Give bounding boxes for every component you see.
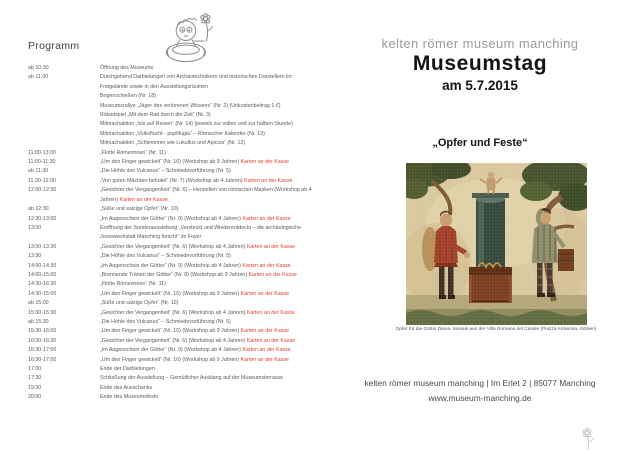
schedule-time: 11:30-12:00 [28, 177, 56, 184]
schedule-entry-text: Ende der Darbietungen [100, 366, 155, 372]
schedule-entry-text: „Gesichter der Vergangenheit“ (Nr. 6) (Workshop ab 4 Jahren) Karten an der Kasse [100, 309, 296, 316]
footer [320, 378, 640, 406]
schedule-row [28, 177, 312, 186]
schedule-time: 19:30 [28, 384, 42, 391]
schedule-time [28, 92, 100, 101]
schedule-time: 14:30-15:00 [28, 290, 57, 297]
schedule-row [28, 149, 312, 158]
schedule-row [28, 271, 312, 280]
schedule-time [28, 139, 100, 148]
schedule-row [28, 346, 312, 355]
schedule-entry-text: Eröffnung der Sonderausstellung „Versteckt und Wiederentdeckt – die archäologische Juniorwerkstatt Manching forscht“ im Foyer [100, 224, 302, 241]
schedule-row [28, 130, 312, 139]
schedule-time: 15:00-15:30 [28, 309, 57, 316]
schedule-entry-text: Mitmachaktion „Schlemmen wie Lukullus und Apicius“ (Nr. 12) [100, 140, 246, 147]
event-motto: „Opfer und Feste“ [432, 137, 528, 149]
ticket-note: Karten an der Kasse [240, 215, 291, 222]
schedule-entry-text: „Flotte Römerinnen“ (Nr. 11) [100, 281, 166, 288]
schedule-time: 12:30-13:00 [28, 215, 57, 222]
schedule-entry-text: Mitmachaktion „Volksflucht - puplifugia“ – Römischer Kalender (Nr. 13) [100, 130, 265, 137]
ticket-note: Karten an der Kasse [245, 309, 296, 316]
schedule-row [28, 158, 312, 167]
schedule-row [28, 167, 312, 176]
schedule-row [28, 92, 312, 101]
schedule-time: 15:30-16:00 [28, 328, 57, 335]
footer-website-link[interactable]: www.museum-manching.de [428, 393, 532, 403]
schedule-entry-text: „Brennende Tränen der Götter“ (Nr. 8) (Workshop ab 9 Jahren) Karten an der Kasse [100, 271, 297, 278]
schedule-row [28, 290, 312, 299]
schedule-row [28, 299, 312, 308]
page-title: Museumstag [412, 52, 548, 75]
schedule-row [28, 384, 312, 393]
schedule-time: ab 10:30 [28, 65, 49, 71]
schedule-row [28, 356, 312, 365]
schedule-row [28, 111, 312, 120]
schedule-time: ab 15:30 [28, 318, 49, 325]
schedule-time: 13:00 [28, 224, 42, 231]
footer-address: kelten römer museum manching | Im Erlet 2 | 85077 Manching [364, 378, 596, 388]
schedule-entry-text: Öffnung des Museums [100, 65, 154, 71]
schedule-entry-text: „Im Augenschein der Götter“ (Nr. 9) (Workshop ab 4 Jahren) Karten an der Kasse [100, 215, 291, 222]
schedule-time [28, 102, 100, 111]
ticket-note: Karten an der Kasse [239, 328, 289, 335]
schedule-time: 14:30-16:30 [28, 281, 57, 288]
image-caption: Opfer für die Göttin Diana. Mosaik aus der Villa Romana del Casale (Piazza Armerina, Sizilien) [395, 327, 597, 332]
schedule-row [28, 280, 312, 289]
schedule-row [28, 215, 312, 224]
ticket-note: Karten an der Kasse [245, 337, 296, 344]
schedule-row [28, 262, 312, 271]
schedule-entry-text: „Um den Finger gewickelt“ (Nr. 15) (Workshop ab 9 Jahren) Karten an der Kasse [100, 328, 289, 335]
schedule-entry-text: „Die Höhle des Vulcanus“ – Schmiedevorführung (Nr. 5) [100, 253, 231, 260]
schedule-entry-text: „Von guten Mächten behütet“ (Nr. 7) (Workshop ab 4 Jahren) Karten an der Kasse [100, 177, 293, 184]
ticket-note: Karten an der Kasse [240, 347, 291, 354]
mascot-illustration [153, 13, 225, 67]
schedule-time: ab 15:00 [28, 300, 49, 307]
event-date: am 5.7.2015 [442, 78, 518, 93]
ticket-note: Karten an der Kasse [239, 290, 289, 297]
schedule-time: ab 11:00 [28, 74, 49, 81]
schedule-entry-text: „Gesichter der Vergangenheit“ (Nr. 6) (Workshop ab 4 Jahren) Karten an der Kasse [100, 337, 296, 344]
schedule-row [28, 102, 312, 111]
schedule-entry-text: „Die Höhle des Vulcanus“ – Schmiedevorführung (Nr. 5) [100, 168, 231, 175]
schedule-time [28, 120, 100, 129]
program-heading: Programm [28, 40, 80, 52]
schedule-row [28, 393, 312, 402]
schedule-row [28, 224, 312, 243]
schedule-list [28, 64, 312, 403]
schedule-entry-text: „Um den Finger gewickelt“ (Nr. 16) (Workshop ab 9 Jahren) Karten an der Kasse [100, 159, 289, 166]
corner-flower-icon [577, 426, 599, 449]
schedule-time: 17:00 [28, 366, 42, 372]
schedule-row [28, 365, 312, 374]
schedule-row [28, 139, 312, 148]
ticket-note: Karten an der Kasse [117, 196, 168, 203]
ticket-note: Karten an der Kasse [247, 271, 297, 278]
schedule-time [28, 130, 100, 139]
schedule-time: 16:30-17:00 [28, 347, 57, 354]
schedule-row [28, 243, 312, 252]
schedule-time: ab 12:30 [28, 206, 49, 213]
schedule-time: 17:30 [28, 375, 42, 382]
schedule-time [28, 111, 100, 120]
ticket-note: Karten an der Kasse [239, 356, 289, 363]
schedule-time: 12:00-12:30 [28, 187, 57, 194]
schedule-row [28, 327, 312, 336]
ticket-note: Karten an der Kasse [245, 243, 296, 250]
schedule-entry-text: „Süße und salzige Opfer“ (Nr. 10) [100, 300, 179, 307]
schedule-time: ab 11:30 [28, 168, 49, 175]
schedule-row [28, 309, 312, 318]
schedule-entry-text: „Um den Finger gewickelt“ (Nr. 16) (Workshop ab 9 Jahren) Karten an der Kasse [100, 356, 289, 363]
ticket-note: Karten an der Kasse [242, 177, 293, 184]
schedule-row [28, 64, 312, 73]
schedule-time: 14:00-14:30 [28, 262, 57, 269]
schedule-time: 16:30-17:00 [28, 356, 57, 363]
ticket-note: Karten an der Kasse [240, 262, 291, 269]
schedule-entry-text: „Um den Finger gewickelt“ (Nr. 15) (Workshop ab 9 Jahren) Karten an der Kasse [100, 290, 289, 297]
schedule-entry-text: Museumsrallye „Jäger des verlorenen Wissens“ (Nr. 2) (Unkostenbeitrag 1 €) [100, 102, 281, 109]
schedule-entry-text: „Im Augenschein der Götter“ (Nr. 9) (Workshop ab 4 Jahren) Karten an der Kasse [100, 347, 291, 354]
program-page-left [0, 0, 320, 449]
schedule-row [28, 374, 312, 383]
schedule-entry-text: „Im Augenschein der Götter“ (Nr. 9) (Workshop ab 4 Jahren) Karten an der Kasse [100, 262, 291, 269]
schedule-entry-text: Ende des Ausschanks [100, 384, 153, 391]
schedule-row [28, 186, 312, 205]
museum-name: kelten römer museum manching [381, 36, 579, 51]
schedule-entry-text: „Die Höhle des Vulcanus“ – Schmiedevorführung (Nr. 5) [100, 318, 231, 325]
schedule-entry-text: „Gesichter der Vergangenheit“ (Nr. 6) (Workshop ab 4 Jahren) Karten an der Kasse [100, 243, 296, 250]
schedule-entry-text: Durchgehend Darbietungen von Archäotechnikern und historischen Darstellern im Freigelände sowie in den Ausstellungsräumen [100, 74, 292, 90]
schedule-row [28, 120, 312, 129]
schedule-entry-text: „Flotte Römerinnen“ (Nr. 11) [100, 149, 166, 156]
schedule-entry-text: Bogenschießen (Nr. 18) [100, 93, 156, 100]
program-page-right [320, 0, 640, 449]
schedule-row [28, 73, 312, 92]
schedule-entry-text: Ende des Museumsfests [100, 394, 158, 401]
schedule-time: 13:00-13:30 [28, 243, 57, 250]
schedule-entry-text: Rätselspiel „Mit dem Rad durch die Zeit“ (Nr. 3) [100, 112, 211, 119]
schedule-row [28, 318, 312, 327]
ticket-note: Karten an der Kasse [239, 159, 289, 166]
mosaic-image [406, 163, 587, 325]
schedule-row [28, 337, 312, 346]
schedule-entry-text: „Gesichter der Vergangenheit“ (Nr. 6) – Herstellen von römischen Masken (Workshop ab 4 Jahren) Karten an der Kasse [100, 187, 312, 203]
schedule-row [28, 205, 312, 214]
schedule-entry-text: „Süße und salzige Opfer“ (Nr. 10) [100, 206, 179, 213]
schedule-time: 16:00-16:30 [28, 337, 57, 344]
schedule-entry-text: Schließung der Ausstellung – Gemütlicher Ausklang auf der Museumsterrasse [100, 375, 284, 382]
schedule-entry-text: Mitmachaktion „Isis auf Reisen“ (Nr. 14) (jeweils zur vollen und zur halben Stunde) [100, 121, 293, 128]
schedule-time: 11:00-13:00 [28, 149, 56, 156]
schedule-row [28, 252, 312, 261]
schedule-time: 14:00-15:00 [28, 271, 57, 278]
schedule-time: 13:30 [28, 253, 42, 260]
mascot-child-flower-icon [153, 13, 225, 67]
schedule-time: 11:00-11:30 [28, 159, 56, 166]
schedule-time: 20:00 [28, 394, 42, 401]
